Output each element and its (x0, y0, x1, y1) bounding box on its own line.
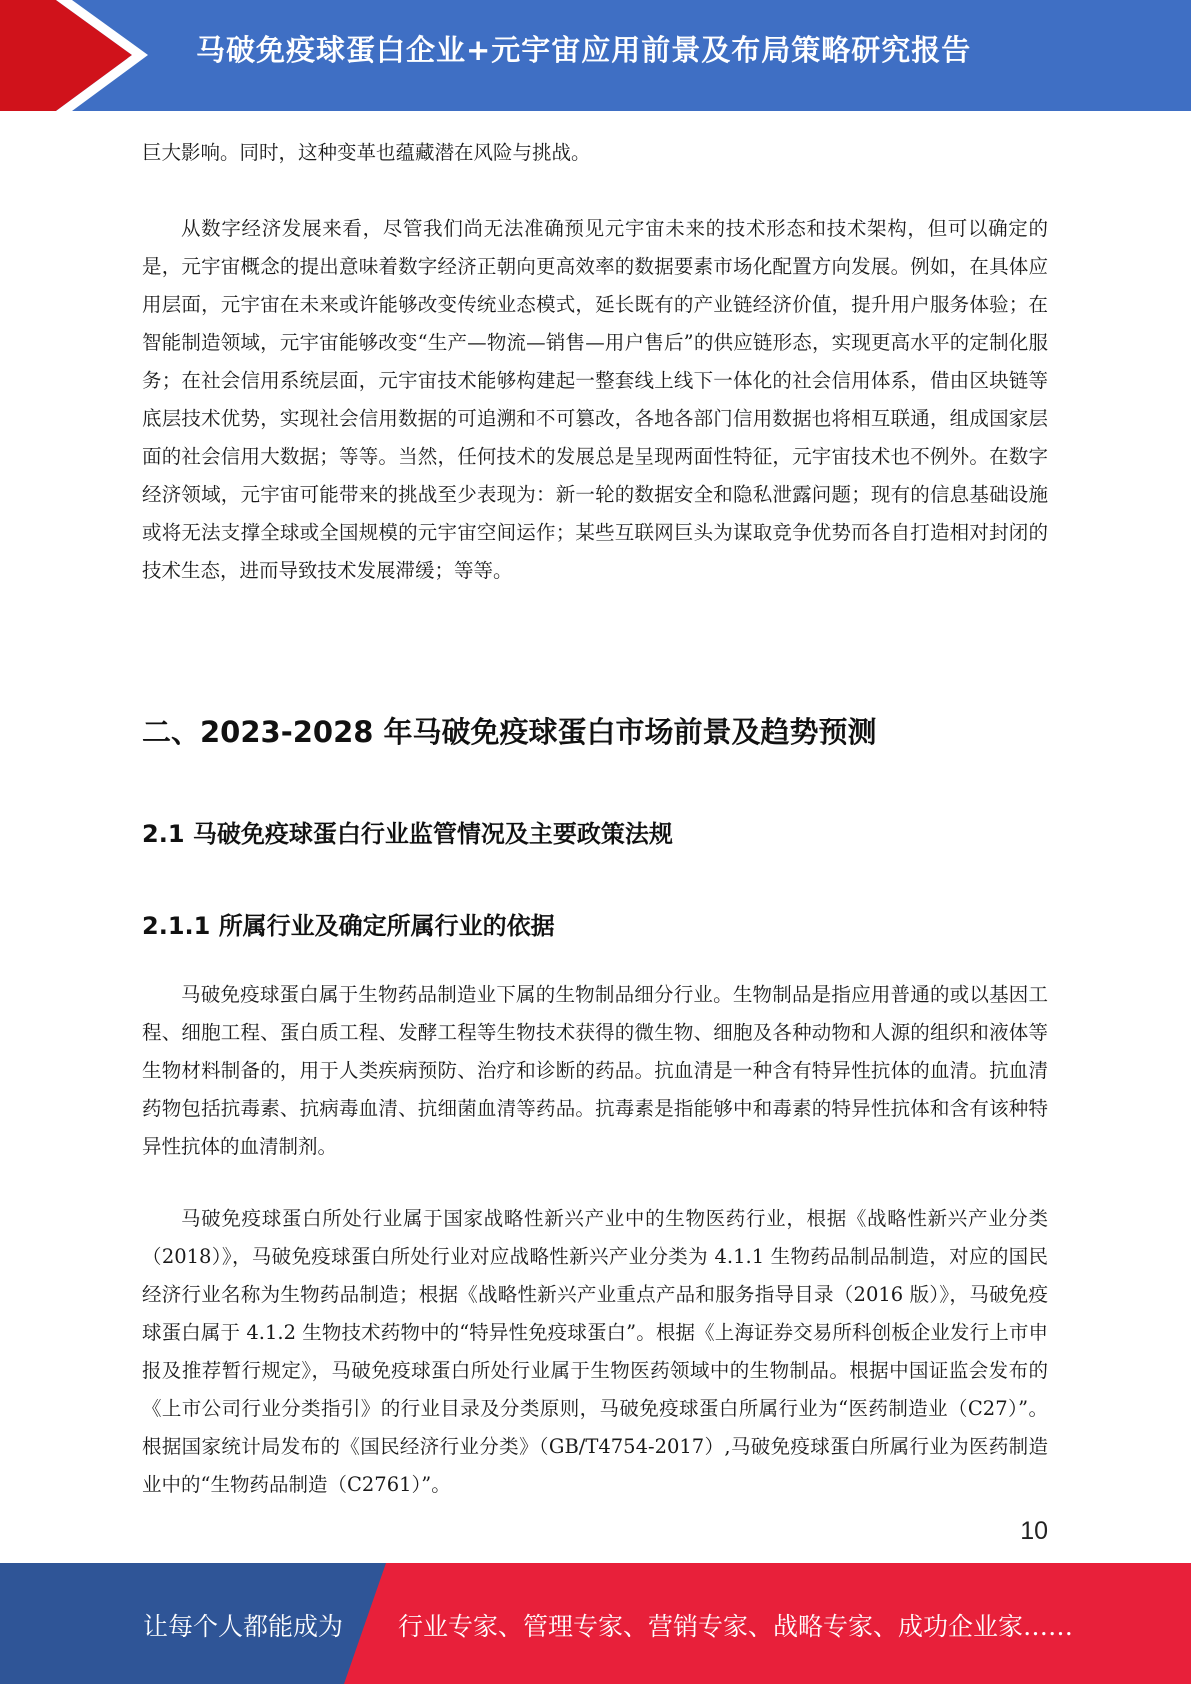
page-number: 10 (1020, 1517, 1048, 1545)
subsubsection-heading: 2.1.1 所属行业及确定所属行业的依据 (142, 912, 555, 940)
page-header (0, 0, 1191, 111)
paragraph-industry-definition: 马破免疫球蛋白属于生物药品制造业下属的生物制品细分行业。生物制品是指应用普通的或以基因工程、细胞工程、蛋白质工程、发酵工程等生物技术获得的微生物、细胞及各种动物和人源的组织和液体等生物材料制备的，用于人类疾病预防、治疗和诊断的药品。抗血清是一种含有特异性抗体的血清。抗血清药物包括抗毒素、抗病毒血清、抗细菌血清等药品。抗毒素是指能够中和毒素的特异性抗体和含有该种特异性抗体的血清制剂。 (142, 983, 1048, 1158)
section-heading: 二、2023-2028 年马破免疫球蛋白市场前景及趋势预测 (142, 715, 877, 749)
page-footer (0, 1563, 1191, 1684)
footer-slogan-left: 让每个人都能成为 (143, 1612, 344, 1641)
paragraph-digital-economy: 从数字经济发展来看，尽管我们尚无法准确预见元宇宙未来的技术形态和技术架构，但可以确定的是，元宇宙概念的提出意味着数字经济正朝向更高效率的数据要素市场化配置方向发展。例如，在具体应用层面，元宇宙在未来或许能够改变传统业态模式，延长既有的产业链经济价值，提升用户服务体验；在智能制造领域，元宇宙能够改变“生产—物流—销售—用户售后”的供应链形态，实现更高水平的定制化服务；在社会信用系统层面，元宇宙技术能够构建起一整套线上线下一体化的社会信用体系，借由区块链等底层技术优势，实现社会信用数据的可追溯和不可篡改，各地各部门信用数据也将相互联通，组成国家层面的社会信用大数据；等等。当然，任何技术的发展总是呈现两面性特征，元宇宙技术也不例外。在数字经济领域，元宇宙可能带来的挑战至少表现为：新一轮的数据安全和隐私泄露问题；现有的信息基础设施或将无法支撑全球或全国规模的元宇宙空间运作；某些互联网巨头为谋取竞争优势而各自打造相对封闭的技术生态，进而导致技术发展滞缓；等等。 (142, 217, 1048, 582)
footer-slogan-right: 行业专家、管理专家、营销专家、战略专家、成功企业家…… (398, 1612, 1074, 1641)
report-title: 马破免疫球蛋白企业+元宇宙应用前景及布局策略研究报告 (196, 33, 972, 67)
paragraph-industry-classification: 马破免疫球蛋白所处行业属于国家战略性新兴产业中的生物医药行业，根据《战略性新兴产业分类（2018）》，马破免疫球蛋白所处行业对应战略性新兴产业分类为 4.1.1 生物药品制品制造，对应的国民经济行业名称为生物药品制造；根据《战略性新兴产业重点产品和服务指导目录（2016 版）》，马破免疫球蛋白属于 4.1.2 生物技术药物中的“特异性免疫球蛋白”。根据《上海证券交易所科创板企业发行上市申报及推荐暂行规定》，马破免疫球蛋白所处行业属于生物医药领域中的生物制品。根据中国证监会发布的《上市公司行业分类指引》的行业目录及分类原则，马破免疫球蛋白所属行业为“医药制造业（C27）”。根据国家统计局发布的《国民经济行业分类》（GB/T4754-2017）,马破免疫球蛋白所属行业为医药制造业中的“生物药品制造（C2761）”。 (142, 1207, 1048, 1496)
subsection-heading: 2.1 马破免疫球蛋白行业监管情况及主要政策法规 (142, 820, 673, 848)
paragraph-intro-tail: 巨大影响。同时，这种变革也蕴藏潜在风险与挑战。 (142, 141, 591, 164)
